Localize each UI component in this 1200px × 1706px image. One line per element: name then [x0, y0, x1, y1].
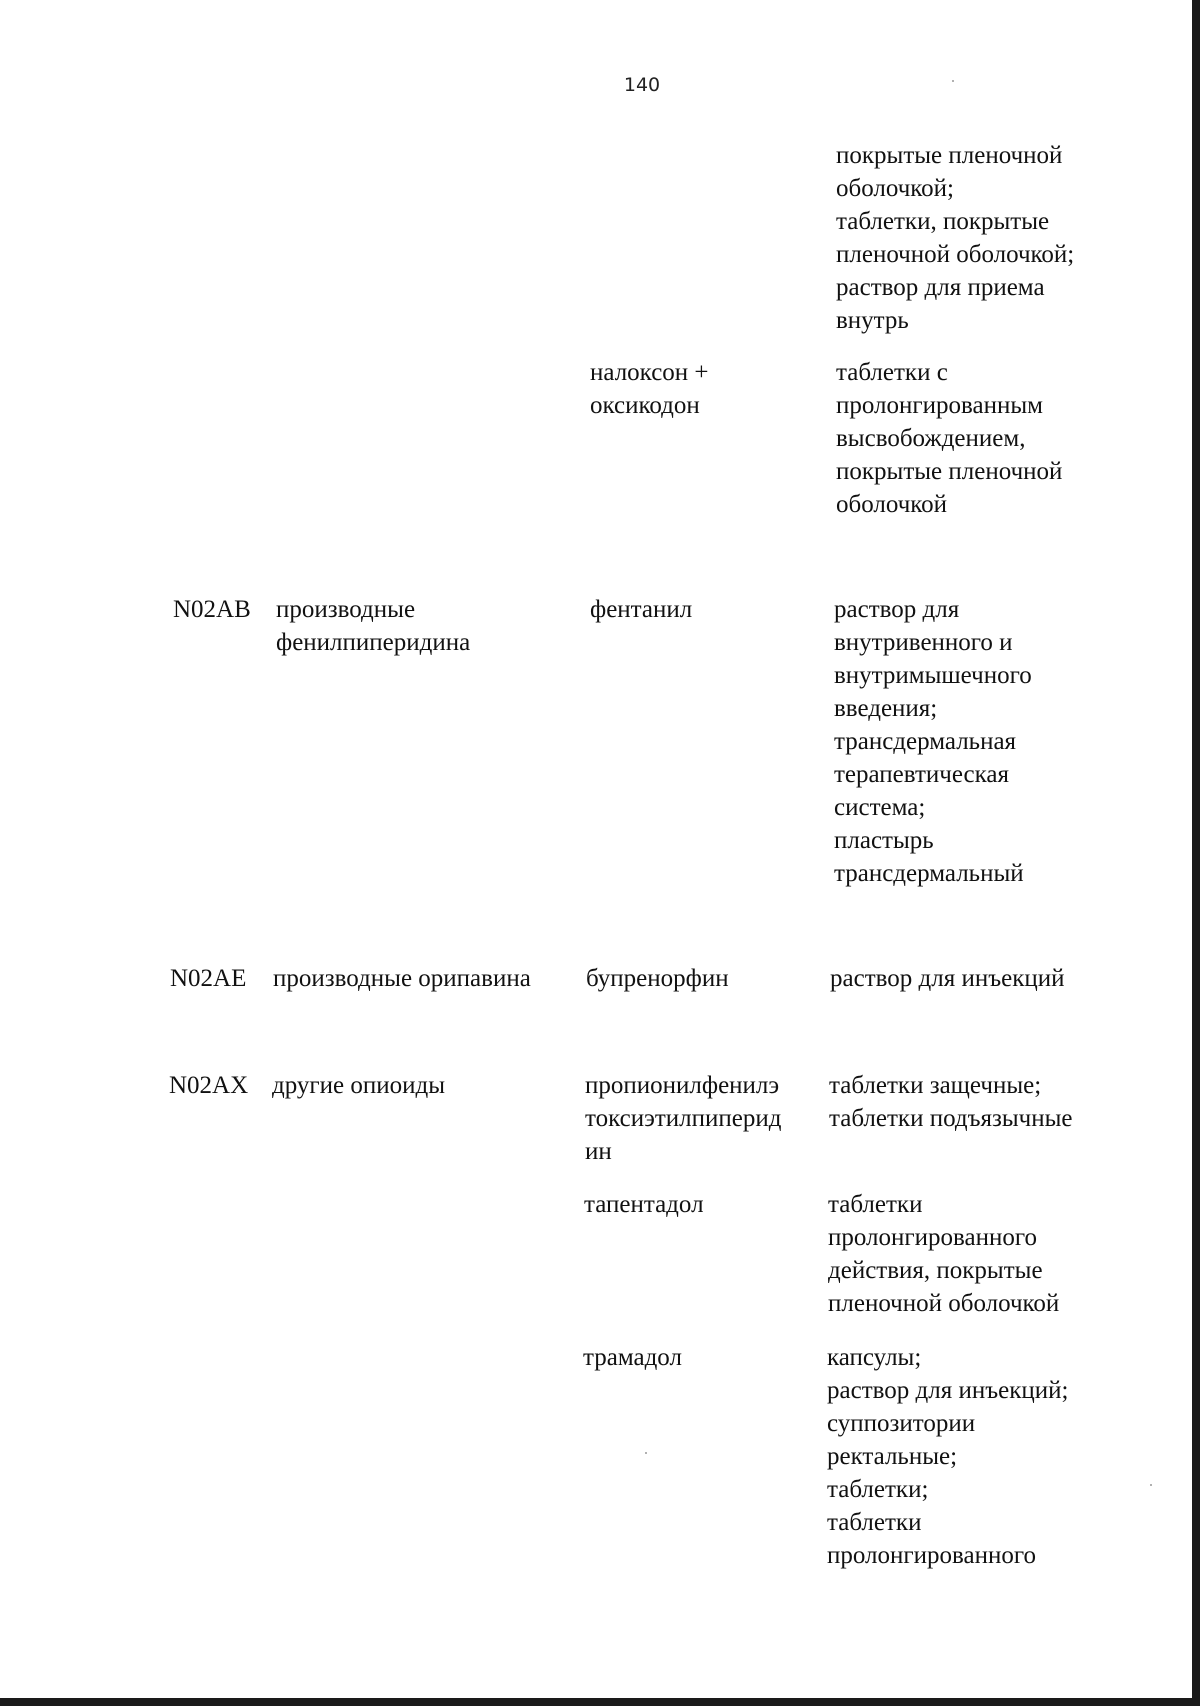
atc-group-name: производные орипавина [273, 965, 531, 992]
scan-edge-right [1192, 0, 1200, 1706]
dosage-forms: раствор для внутривенного и внутримышечного введения; трансдермальная терапевтическая система; пластырь трансдермальный [834, 596, 1032, 887]
scan-speck [952, 80, 954, 82]
scan-speck [645, 1452, 647, 1454]
drug-name: налоксон + оксикодон [590, 359, 709, 419]
dosage-forms: таблетки пролонгированного действия, покрытые пленочной оболочкой [828, 1191, 1060, 1317]
page-number: 140 [623, 74, 661, 96]
scan-edge-bottom [0, 1698, 1200, 1706]
atc-code: N02AE [170, 965, 247, 992]
atc-code: N02AB [173, 596, 251, 623]
atc-group-name: производные фенилпиперидина [276, 596, 471, 656]
dosage-forms: таблетки защечные; таблетки подъязычные [829, 1072, 1073, 1132]
scan-speck [1150, 1484, 1152, 1486]
dosage-forms: раствор для инъекций [830, 965, 1065, 992]
drug-name: бупренорфин [586, 965, 729, 992]
drug-name: пропионилфенилэ токсиэтилпиперид ин [585, 1072, 782, 1165]
dosage-forms: капсулы; раствор для инъекций; суппозитории ректальные; таблетки; таблетки пролонгированного [827, 1344, 1069, 1569]
drug-name: фентанил [590, 596, 693, 623]
drug-name: трамадол [583, 1344, 682, 1371]
drug-name: тапентадол [584, 1191, 704, 1218]
dosage-forms: таблетки с пролонгированным высвобождением, покрытые пленочной оболочкой [836, 359, 1063, 518]
atc-code: N02AX [169, 1072, 249, 1099]
dosage-forms: покрытые пленочной оболочкой; таблетки, покрытые пленочной оболочкой; раствор для приема внутрь [836, 142, 1075, 334]
atc-group-name: другие опиоиды [272, 1072, 446, 1099]
